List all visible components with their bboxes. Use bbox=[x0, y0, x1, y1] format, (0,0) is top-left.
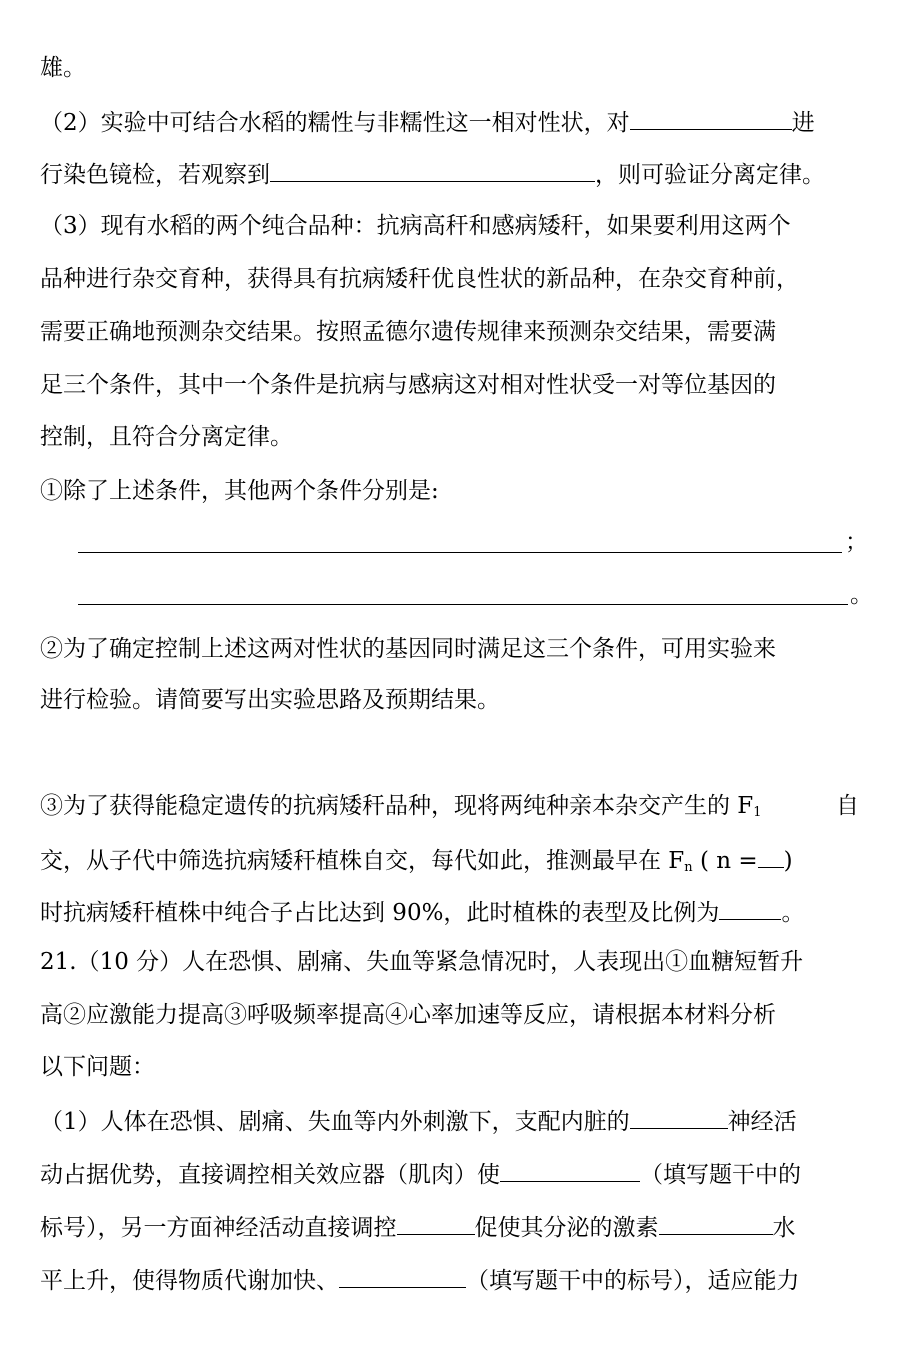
answer-line-1[interactable] bbox=[78, 552, 842, 553]
text-fragment: 促使其分泌的激素 bbox=[474, 1215, 659, 1241]
text-line-13 bbox=[40, 685, 500, 715]
text-line-2 bbox=[40, 105, 815, 135]
text-line-23 bbox=[40, 1263, 800, 1293]
text-line-3 bbox=[40, 157, 825, 187]
text-fragment: 以下问题： bbox=[40, 1054, 155, 1080]
text-fragment: 高②应激能力提高③呼吸频率提高④心率加速等反应，请根据本材料分析 bbox=[40, 1002, 776, 1028]
text-line-14 bbox=[40, 791, 762, 821]
text-line-9 bbox=[40, 476, 439, 506]
text-fragment: 时抗病矮秆植株中纯合子占比达到 90%，此时植株的表型及比例为 bbox=[40, 900, 720, 926]
text-line-15 bbox=[40, 843, 793, 873]
answer-blank[interactable] bbox=[397, 1210, 475, 1235]
answer-blank[interactable] bbox=[270, 157, 595, 182]
text-fragment: 水 bbox=[772, 1215, 796, 1241]
text-fragment: 。 bbox=[781, 900, 805, 926]
text-fragment: 自 bbox=[836, 793, 859, 819]
text-line-4 bbox=[40, 211, 866, 241]
text-fragment: 行染色镜检，若观察到 bbox=[40, 162, 270, 188]
answer-blank[interactable] bbox=[659, 1210, 773, 1235]
text-line-5 bbox=[40, 264, 799, 294]
text-fragment: 神经活 bbox=[727, 1109, 797, 1135]
text-fragment: 需要正确地预测杂交结果。按照孟德尔遗传规律来预测杂交结果，需要满 bbox=[40, 319, 776, 345]
text-line-19 bbox=[40, 1052, 155, 1082]
text-fragment: ； bbox=[845, 529, 868, 555]
text-fragment: ，则可验证分离定律。 bbox=[595, 162, 825, 188]
text-fragment: ②为了确定控制上述这两对性状的基因同时满足这三个条件，可用实验来 bbox=[40, 636, 776, 662]
text-fragment: 雄。 bbox=[40, 55, 86, 81]
text-fragment: 平上升，使得物质代谢加快、 bbox=[40, 1268, 339, 1294]
text-line-14-end bbox=[836, 791, 859, 821]
text-line-20 bbox=[40, 1104, 797, 1134]
text-fragment: 交，从子代中筛选抗病矮秆植株自交，每代如此，推测最早在 F bbox=[40, 848, 685, 874]
text-fragment: 。 bbox=[850, 582, 873, 608]
text-fragment: （2）实验中可结合水稻的糯性与非糯性这一相对性状，对 bbox=[40, 110, 630, 136]
answer-line-2[interactable] bbox=[78, 604, 848, 605]
text-fragment: 进行检验。请简要写出实验思路及预期结果。 bbox=[40, 687, 500, 713]
text-fragment: 标号），另一方面神经活动直接调控 bbox=[40, 1215, 397, 1241]
text-line-1 bbox=[40, 53, 86, 83]
text-fragment: （3）现有水稻的两个纯合品种：抗病高秆和感病矮秆，如果要利用这两个 bbox=[40, 213, 791, 239]
text-line-18 bbox=[40, 1000, 776, 1030]
answer-blank[interactable] bbox=[339, 1263, 466, 1288]
text-fragment: 21.（10 分）人在恐惧、剧痛、失血等紧急情况时，人表现出①血糖短暂升 bbox=[40, 949, 804, 975]
text-fragment: 品种进行杂交育种，获得具有抗病矮秆优良性状的新品种，在杂交育种前， bbox=[40, 266, 799, 292]
answer-line-1-end bbox=[845, 527, 868, 557]
text-fragment: ) bbox=[783, 848, 793, 874]
text-fragment: ①除了上述条件，其他两个条件分别是: bbox=[40, 478, 439, 504]
answer-blank[interactable] bbox=[630, 105, 792, 130]
text-fragment: ③为了获得能稳定遗传的抗病矮秆品种，现将两纯种亲本杂交产生的 F bbox=[40, 793, 754, 819]
text-line-12 bbox=[40, 634, 776, 664]
text-line-17 bbox=[40, 947, 803, 977]
text-line-6 bbox=[40, 317, 776, 347]
text-fragment: ( n = bbox=[699, 848, 758, 874]
text-fragment: 进 bbox=[791, 110, 815, 136]
text-fragment: （填写题干中的标号），适应能力 bbox=[466, 1268, 800, 1294]
text-line-8 bbox=[40, 422, 293, 452]
subscript: 1 bbox=[753, 805, 762, 820]
answer-blank[interactable] bbox=[500, 1157, 640, 1182]
text-fragment: 动占据优势，直接调控相关效应器（肌肉）使 bbox=[40, 1162, 500, 1188]
subscript: n bbox=[684, 860, 693, 875]
answer-blank[interactable] bbox=[719, 895, 781, 920]
text-fragment: （1）人体在恐惧、剧痛、失血等内外刺激下，支配内脏的 bbox=[40, 1109, 630, 1135]
text-line-7 bbox=[40, 370, 776, 400]
text-fragment: 控制，且符合分离定律。 bbox=[40, 424, 293, 450]
text-fragment: 足三个条件，其中一个条件是抗病与感病这对相对性状受一对等位基因的 bbox=[40, 372, 776, 398]
answer-line-2-end bbox=[850, 580, 873, 610]
text-line-21 bbox=[40, 1157, 801, 1187]
text-fragment: （填写题干中的 bbox=[640, 1162, 801, 1188]
text-line-22 bbox=[40, 1210, 796, 1240]
answer-blank[interactable] bbox=[758, 843, 784, 868]
answer-blank[interactable] bbox=[630, 1104, 728, 1129]
text-line-16 bbox=[40, 895, 804, 925]
